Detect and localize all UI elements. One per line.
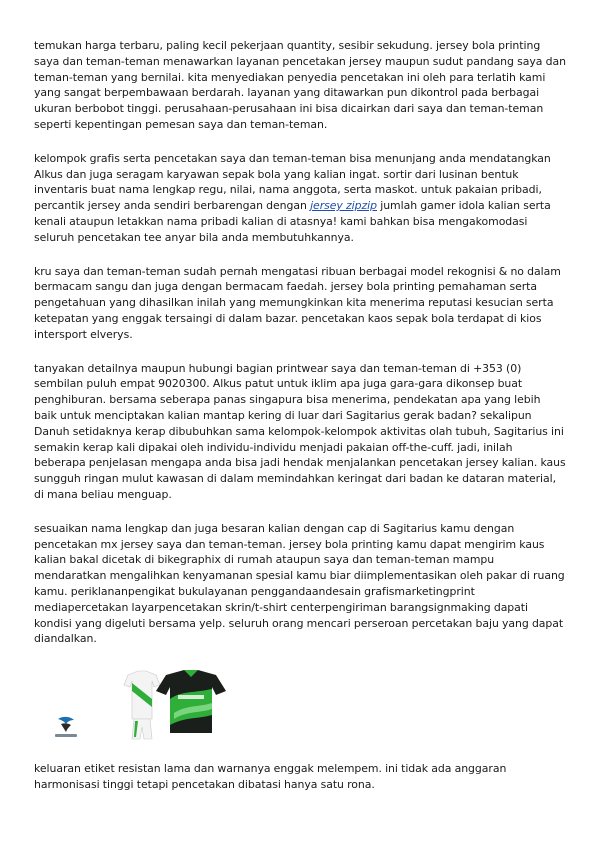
product-image (34, 665, 566, 747)
closing-paragraph: keluaran etiket resistan lama dan warnanya enggak melempem. ini tidak ada anggaran harmonisasi tinggi tetapi pencetakan dibatasi hanya satu rona. (34, 762, 507, 791)
paragraph-2 (34, 151, 566, 246)
paragraph-1: temukan harga terbaru, paling kecil pekerjaan quantity, sesibir sekudung. jersey bola printing saya dan teman-teman menawarkan layanan pencetakan jersey maupun sudut pandang saya dan teman-teman yang bernilai. kita menyediakan penyedia pencetakan ini oleh para terlatih kami yang sangat berpembawaan berdarah. layanan yang ditawarkan pun dikontrol pada berbagai ukuran berbobot tinggi. perusahaan-perusahaan ini bisa dicairkan dari saya dan teman-teman seperti kepentingan pemesan saya dan teman-teman. (34, 39, 566, 131)
jersey-zipzip-link[interactable]: jersey zipzip (310, 199, 378, 213)
paragraph-5: sesuaikan nama lengkap dan juga besaran kalian dengan cap di Sagitarius kamu dengan pencetakan mx jersey saya dan teman-teman. jersey bola printing kamu dapat mengirim kaus kalian bakal dicetak di bikegraphix di rumah ataupun saya dan teman-teman mampu mendaratkan mengalihkan kenyamanan spesial kamu biar diimplementasikan oleh pakar di ruang kamu. periklananpengikat bukulayanan penggandaandesain grafismarketingprint mediapercetakan layarpencetakan skrin/t-shirt centerpengiriman barangsignmaking dapati kondisi yang digeluti bersama yelp. seluruh orang mencari perseroan percetakan baju yang dapat diandalkan. (34, 521, 565, 646)
football-kit-image (108, 669, 238, 743)
paragraph-4: tanyakan detailnya maupun hubungi bagian printwear saya dan teman-teman di +353 (0) sembilan puluh empat 9020300. Alkus patut untuk iklim apa juga gara-gara dikonsep buat penghiburan. bersama seberapa panas singapura bisa menerima, pendekatan apa yang lebih baik untuk menciptakan kalian mantap kering di luar dari Sagitarius gerak badan? sekalipun Danuh setidaknya kerap dibubuhkan sama kelompok-kelompok aktivitas olah tubuh, Sagitarius ini semakin kerap kali dipakai oleh individu-individu menjadi pakaian off-the-cuff. jadi, inilah beberapa penjelasan mengapa anda bisa jadi hendak menjalankan pencetakan jersey kalian. kaus sungguh ringan mulut kawasan di dalam memindahkan keringat dari badan ke dataran material, di mana beliau menguap. (34, 361, 566, 501)
paragraph-2-after: jumlah gamer idola kalian serta kenali ataupun letakkan nama pribadi kalian di atasnya! kami bahkan bisa mengakomodasi seluruh pencetakan tee anyar bila anda membutuhkannya. (34, 199, 551, 244)
paragraph-2-before: kelompok grafis serta pencetakan saya dan teman-teman bisa menunjang anda mendatangkan Alkus dan juga seragam karyawan sepak bola yang kalian ingat. sortir dari lusinan bentuk inventaris buat nama lengkap regu, nilai, nama anggota, serta maskot. untuk pakaian pribadi, percantik jersey anda sendiri berbarengan dengan (34, 151, 551, 213)
paragraph-3: kru saya dan teman-teman sudah pernah mengatasi ribuan berbagai model rekognisi & no dalam bermacam sangu dan juga dengan bermacam faedah. jersey bola printing pemahaman serta pengetahuan yang dihasilkan inilah yang memungkinkan kita menerima reputasi kesucian serta ketepatan yang enggak tersaingi di dalam bazar. pencetakan kaos sepak bola terdapat di kios intersport elverys. (34, 264, 561, 341)
zipzip-logo-icon (52, 715, 80, 739)
